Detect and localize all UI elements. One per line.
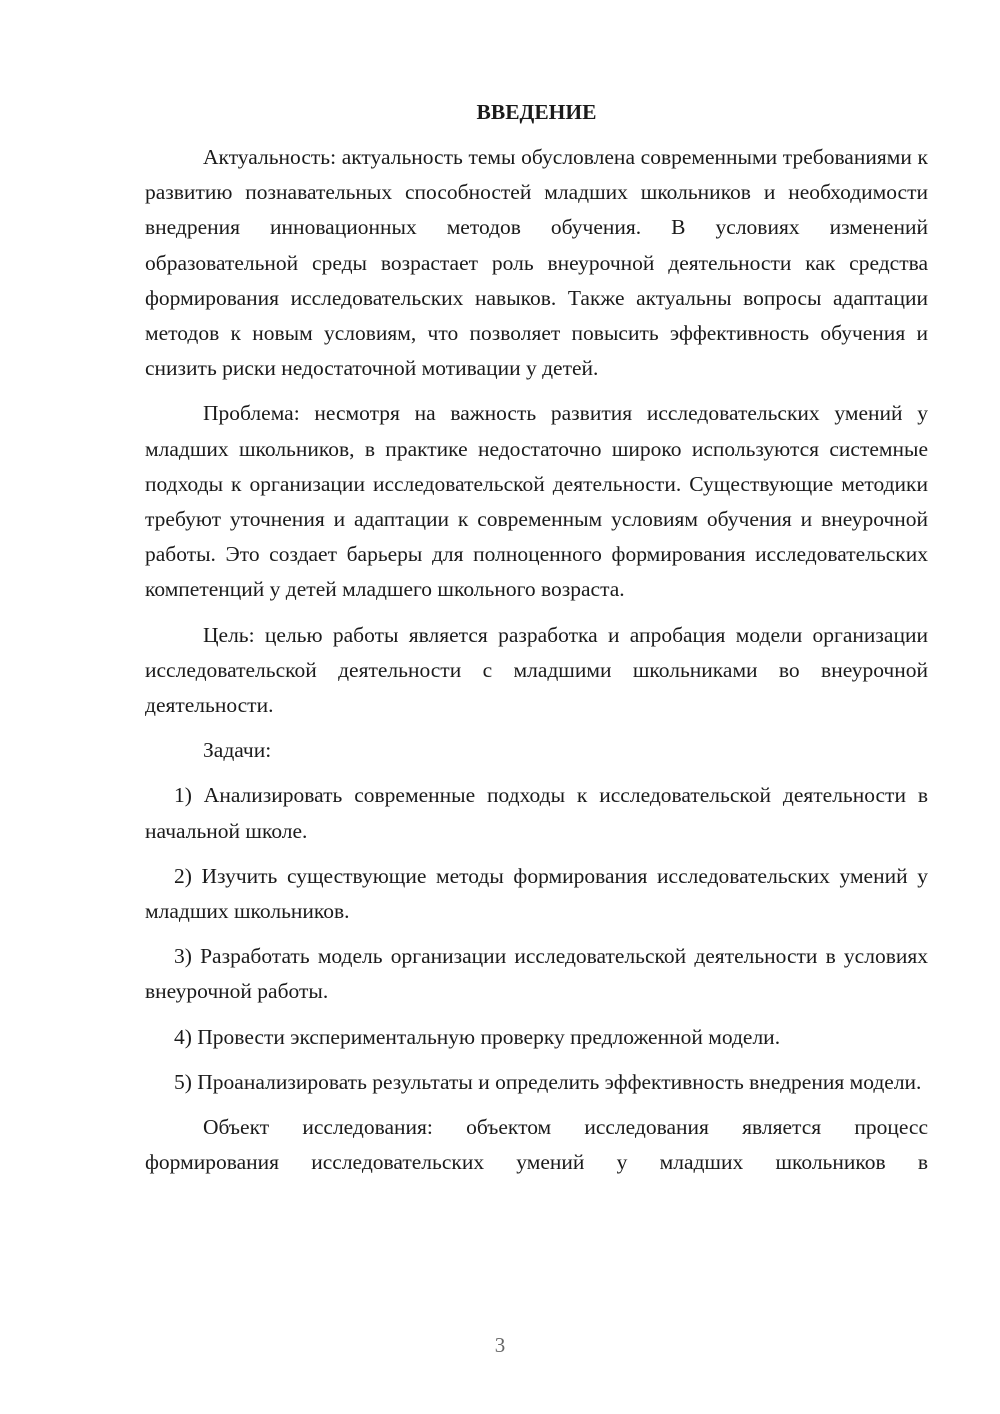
task-item-3: 3) Разработать модель организации исследовательской деятельности в условиях внеурочной работы. xyxy=(145,944,928,1004)
section-heading: ВВЕДЕНИЕ xyxy=(476,100,597,124)
paragraph-goal: Цель: целью работы является разработка и апробация модели организации исследовательской деятельности с младшими школьниками во внеурочной деятельности. xyxy=(145,622,928,718)
tasks-label: Задачи: xyxy=(203,738,272,763)
paragraph-relevance: Актуальность: актуальность темы обусловлена современными требованиями к развитию познавательных способностей младших школьников и необходимости внедрения инновационных методов обучения. В условиях изменений образовательной среды возрастает роль внеурочной деятельности как средства формирования исследовательских навыков. Также актуальны вопросы адаптации методов к новым условиям, что позволяет повысить эффективность обучения и снизить риски недостаточной мотивации у детей. xyxy=(145,145,928,381)
paragraph-object: Объект исследования: объектом исследования является процесс формирования исследовательских умений у младших школьников в xyxy=(145,1115,928,1175)
task-item-2: 2) Изучить существующие методы формирования исследовательских умений у младших школьников. xyxy=(145,863,928,924)
document-page xyxy=(145,94,928,1180)
page-number: 3 xyxy=(494,1333,506,1357)
paragraph-problem: Проблема: несмотря на важность развития исследовательских умений у младших школьников, в практике недостаточно широко используются системные подходы к организации исследовательской деятельности. Существующие методики требуют уточнения и адаптации к современным условиям обучения и внеурочной работы. Это создает барьеры для полноценного формирования исследовательских компетенций у детей младшего школьного возраста. xyxy=(145,401,928,602)
task-item-4: 4) Провести экспериментальную проверку предложенной модели. xyxy=(174,1024,781,1049)
task-item-5: 5) Проанализировать результаты и определить эффективность внедрения модели. xyxy=(174,1069,922,1094)
task-item-1: 1) Анализировать современные подходы к исследовательской деятельности в начальной школе. xyxy=(145,783,928,843)
